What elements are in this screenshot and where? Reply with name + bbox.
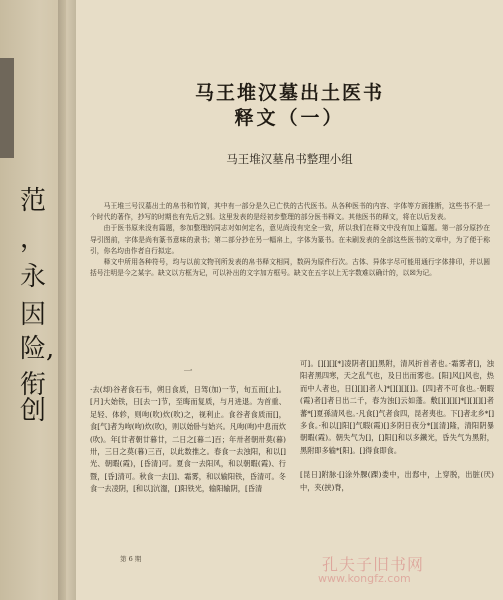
left-page-char: 范 — [20, 186, 47, 216]
article-subtitle: 释文（一） — [234, 107, 345, 129]
intro-section — [90, 201, 490, 279]
watermark-url: www.kongfz.com — [318, 572, 411, 585]
section-heading: 一 — [183, 367, 193, 377]
left-page-char: 因 — [20, 300, 47, 330]
text-column-right — [300, 358, 494, 494]
article-title: 马王堆汉墓出土医书 — [194, 82, 384, 104]
watermark-brand: 孔夫子旧书网 — [322, 555, 425, 574]
page-shadow — [0, 58, 14, 158]
left-page-char: ， — [20, 224, 47, 254]
intro-paragraph: 释文中所用各种符号，均与以前文物刊所发表的帛书释文相同，数码为原件行次。古体、异体字尽可能用通行字体排印，并以圆括号注明是今之某字。缺文以方框为记，可以补出的文字加方框号。缺文在五字以上无字数难以确计的，以☒为记。 — [90, 258, 490, 278]
left-page-char: 衔创 — [20, 370, 47, 426]
document-page — [76, 0, 503, 600]
left-page-char: 永 — [20, 262, 47, 292]
body-paragraph: [昆日]附脉·[]涂外腂(踝)娄中，出郄中，上穿脱，出脏(厌)中，夹(挟)脊， — [300, 470, 494, 492]
left-page-char: 险, — [20, 334, 55, 364]
previous-page-strip — [0, 0, 66, 600]
article-authors: 马王堆汉墓帛书整理小组 — [226, 152, 353, 166]
page-fold — [58, 0, 76, 600]
intro-paragraph: 马王堆三号汉墓出土的帛书和竹简，其中有一部分是久已亡佚的古代医书。从各种医书的内容、字体等方面推断，这些书不是一个时代的著作，抄写的时期也有先后之别。这里发表的是经初步整理的部分医书释文。其他医书的释文，将在以后发表。 — [90, 202, 490, 222]
intro-paragraph: 由于医书原来没有篇题，参加整理的同志对如何定名，意见尚没有完全一致，所以我们在释文中没有加上篇题。第一部分原抄在导引图前，字体是尚有篆书意味的隶书；第二部分抄在另一幅帛上，字体为篆书。在未刷发表的全部这些医书的文章中，为了便于称引，你名均由作者自行拟定。 — [90, 224, 490, 255]
page-number: 第 6 期 — [120, 555, 142, 563]
body-paragraph: 可]。[][][][*]凌阴者[][]黑附，清风折首者也。·霜雾者[]，浊阳者黑四寒，天之乱气也，及日出而雾也。[阳]风[]风也，热而中人者也，日[][][]者人]*[][][][]]。[四]者不可食也。·朝暇(霞)者[]者日出二千，春为浊[]云如蓬。敷[][][][]*[][][][]者蕃*[]夏孫清风也。·凡食[]气者食四，昆者夷也。下[]者北乡*[]多食。·和以[]阳[]气暇(霞)[]多阴日夜分*[][清]隆，清阳阴暴朝暇(霞)。朝失气为[]，[]阳[]和以多鐵光，昏失气为黑附，黑附即多输*[阳]。[]得食即食。 — [300, 359, 494, 455]
body-paragraph: ·去(却)谷者食石韦，朔日食质，日驾(加)一节，旬五而[止]。[月]大始铁，日[去一]节，至晦而复质，与月进退。为首重、足轻、体轸，则呴(吹)炊(吹)之，视利止。食谷者食质而[]，食[气]者为呴(呴)炊(吹)，则以始卧与始兴。凡呴(呴)中息而炊(吹)。年[廿者朝廿暮廿，二日之[暮二]百；年卅者朝卅莫(暮)卅，三日之莫(暮)三百，以此数推之。春食一去浊阳，和以[]光、朝暇(霞)，[昏清]可。夏食一去阳风，和以朝暇(霞)、行暨，[昏]清可。秋食一去[]]、霜雾，和以输阳铁，昏清可。冬食一去凌阴，[和以]沆瀣，[]阳铁光，输阳输阴，[昏清 — [90, 385, 286, 494]
text-column-left — [90, 366, 286, 496]
